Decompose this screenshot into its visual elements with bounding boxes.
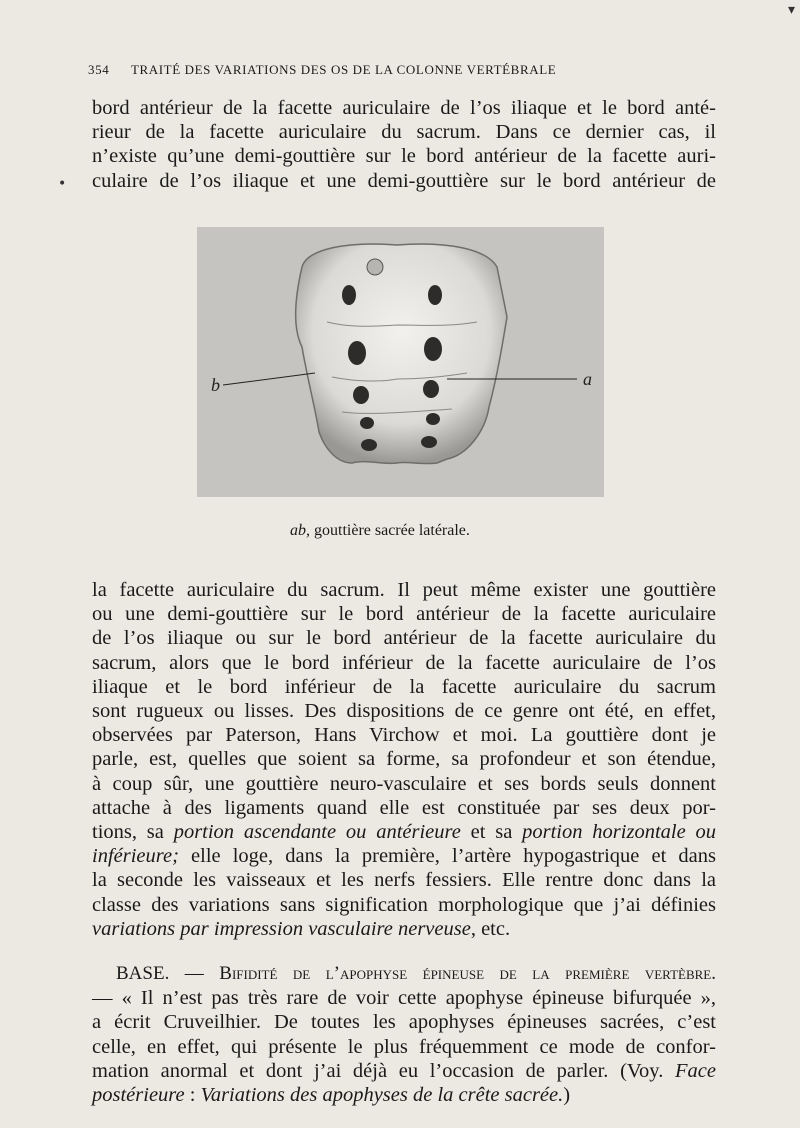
figure-label-b: b <box>211 375 220 395</box>
text-line: à coup sûr, une gouttière neuro-vasculaire et ses bords seuls donnent <box>92 772 716 795</box>
text-line: — « Il n’est pas très rare de voir cette apophyse épineuse bifurquée », <box>92 987 716 1010</box>
text-line: iliaque et le bord inférieur de la facette auriculaire du sacrum <box>92 675 716 698</box>
text-line: culaire de l’os iliaque et une demi-gouttière sur le bord antérieur de <box>92 169 716 192</box>
text-line: parle, est, quelles que soient sa forme, sa profondeur et son étendue, <box>92 748 716 771</box>
margin-dot: • <box>58 176 67 192</box>
text-line: mation anormal et dont j’ai déjà eu l’occasion de parler. (Voy. Face <box>92 1059 716 1082</box>
margin-tick: ▾ <box>788 2 796 18</box>
text-line: sacrum, alors que le bord inférieur de la facette auriculaire de l’os <box>92 651 716 674</box>
text-line: celle, en effet, qui présente le plus fréquemment ce mode de confor- <box>92 1035 716 1058</box>
text-line: observées par Paterson, Hans Virchow et moi. La gouttière dont je <box>92 724 716 747</box>
running-header <box>88 62 728 78</box>
text-line: tions, sa portion ascendante ou antérieure et sa portion horizontale ou <box>92 821 716 844</box>
text-line: inférieure; elle loge, dans la première, l’artère hypogastrique et dans <box>92 845 716 868</box>
text-line: a écrit Cruveilhier. De toutes les apophyses épineuses sacrées, c’est <box>92 1011 716 1034</box>
page-number: 354 <box>88 62 110 77</box>
figure-caption <box>290 522 470 540</box>
sacrum-figure <box>197 227 604 497</box>
text-line: attache à des ligaments quand elle est constituée par ses deux por- <box>92 796 716 819</box>
text-line: postérieure : Variations des apophyses de la crête sacrée.) <box>92 1084 571 1107</box>
text-line: sont rugueux ou lisses. Des dispositions de ce genre ont été, en effet, <box>92 700 716 723</box>
running-title: TRAITÉ DES VARIATIONS DES OS DE LA COLONNE VERTÉBRALE <box>130 62 557 77</box>
text-line: la seconde les vaisseaux et les nerfs fessiers. Elle rentre donc dans la <box>92 869 716 892</box>
sacrum-illustration <box>197 227 604 497</box>
sacrum-shape <box>296 244 507 464</box>
section-heading: BASE. — Bifidité de l’apophyse épineuse de la première vertèbre. <box>116 963 716 984</box>
base-section <box>92 962 716 1107</box>
caption-label: ab, <box>290 522 310 539</box>
text-line: rieur de la facette auriculaire du sacrum. Dans ce dernier cas, il <box>92 121 716 144</box>
text-line: bord antérieur de la facette auriculaire de l’os iliaque et le bord anté- <box>92 97 716 119</box>
text-line: classe des variations sans signification morphologique que j’ai définies <box>92 893 716 916</box>
text-line: n’existe qu’une demi-gouttière sur le bord antérieur de la facette auri- <box>92 145 716 168</box>
middle-paragraph <box>92 578 716 941</box>
caption-text: gouttière sacrée latérale. <box>310 522 470 539</box>
top-paragraph <box>92 96 716 193</box>
text-line: la facette auriculaire du sacrum. Il peut même exister une gouttière <box>92 579 716 601</box>
figure-label-a: a <box>583 369 592 389</box>
text-line: variations par impression vasculaire nerveuse, etc. <box>92 917 511 940</box>
text-line: ou une demi-gouttière sur le bord antérieur de la facette auriculaire <box>92 603 716 626</box>
text-line: de l’os iliaque ou sur le bord antérieur de la facette auriculaire du <box>92 627 716 650</box>
